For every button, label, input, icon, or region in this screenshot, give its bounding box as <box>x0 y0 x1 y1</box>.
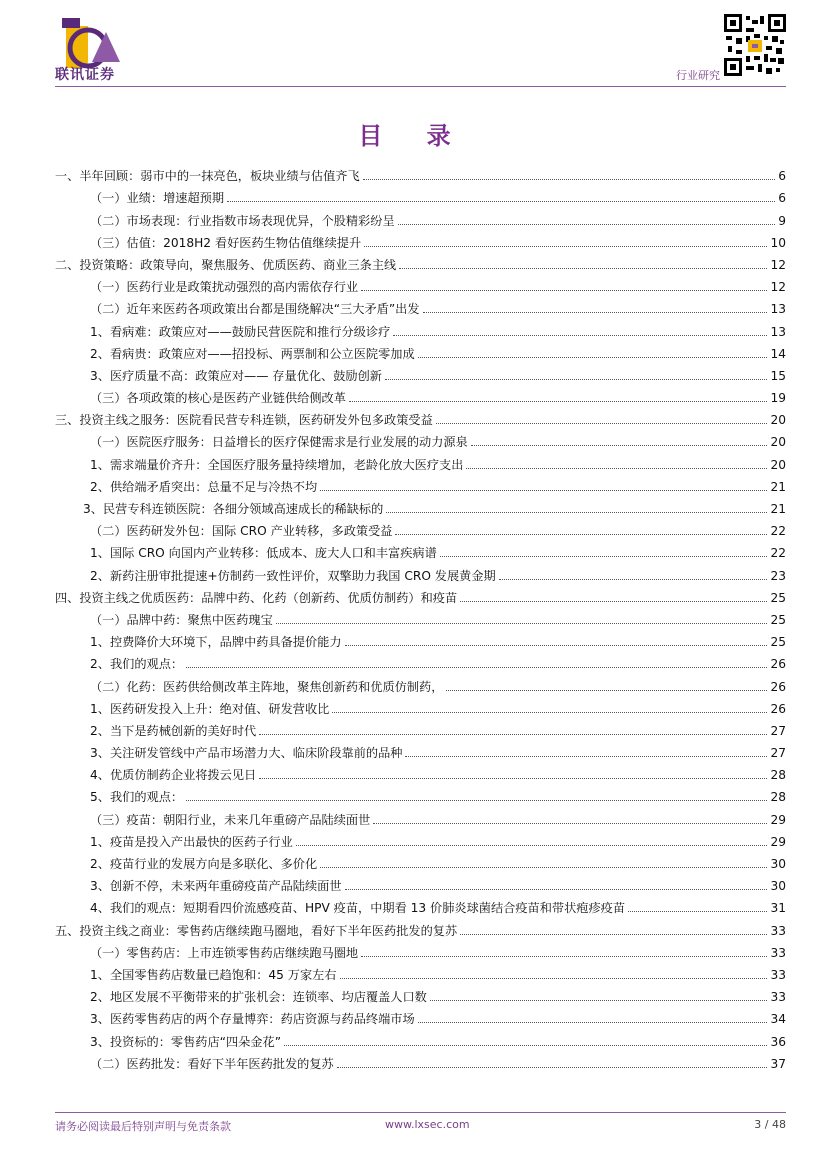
toc-entry-title: （二）医药研发外包：国际 CRO 产业转移，多政策受益 <box>90 524 393 539</box>
toc-dot-leader <box>418 357 768 358</box>
toc-entry-title: 3、民营专科连锁医院：各细分领域高速成长的稀缺标的 <box>83 502 384 516</box>
toc-entry-title: 2、疫苗行业的发展方向是多联化、多价化 <box>90 857 318 871</box>
toc-entry-page: 6 <box>778 169 786 184</box>
toc-entry-page: 33 <box>770 967 786 982</box>
toc-entry-page: 13 <box>770 324 786 339</box>
toc-entry-title: （三）各项政策的核心是医药产业链供给侧改革 <box>90 391 346 406</box>
toc-dot-leader <box>320 490 767 491</box>
toc-entry[interactable] <box>55 672 786 694</box>
toc-dot-leader <box>446 690 767 691</box>
toc-dot-leader <box>349 401 768 402</box>
toc-entry-page: 25 <box>770 612 786 627</box>
toc-dot-leader <box>436 423 768 424</box>
toc-entry-page: 37 <box>770 1056 786 1071</box>
toc-dot-leader <box>361 956 767 957</box>
toc-dot-leader <box>227 201 775 202</box>
toc-dot-leader <box>399 268 767 269</box>
toc-entry[interactable] <box>55 783 786 805</box>
toc-entry-page: 33 <box>770 990 786 1005</box>
qr-code-icon <box>724 14 786 76</box>
toc-dot-leader <box>386 512 767 513</box>
toc-entry[interactable] <box>55 473 786 495</box>
toc-dot-leader <box>499 579 768 580</box>
toc-entry[interactable] <box>55 584 786 606</box>
toc-entry[interactable] <box>55 894 786 916</box>
toc-dot-leader <box>398 224 776 225</box>
toc-entry-title: （一）医药行业是政策扰动强烈的高内需依存行业 <box>90 280 359 295</box>
toc-entry-title: 3、投资标的：零售药店“四朵金花” <box>90 1034 282 1049</box>
toc-dot-leader <box>460 601 767 602</box>
toc-entry[interactable] <box>55 184 786 206</box>
toc-dot-leader <box>361 290 767 291</box>
toc-entry[interactable] <box>55 1005 786 1027</box>
toc-dot-leader <box>337 1067 768 1068</box>
toc-entry[interactable] <box>55 406 786 428</box>
toc-entry-title: （二）市场表现：行业指数市场表现优异，个股精彩纷呈 <box>90 213 395 228</box>
toc-entry-page: 12 <box>770 257 786 272</box>
toc-dot-leader <box>430 1000 768 1001</box>
toc-entry-page: 14 <box>770 346 786 361</box>
toc-entry-page: 9 <box>778 213 786 228</box>
toc-dot-leader <box>259 734 767 735</box>
toc-dot-leader <box>395 534 767 535</box>
toc-entry-page: 36 <box>770 1034 786 1049</box>
toc-entry-title: 3、关注研发管线中产品市场潜力大、临床阶段靠前的品种 <box>90 746 403 761</box>
toc-entry-page: 33 <box>770 945 786 960</box>
toc-entry-page: 30 <box>770 857 786 871</box>
footer-page-number: 3 / 48 <box>754 1118 786 1131</box>
toc-entry-title: （二）化药：医药供给侧改革主阵地，聚焦创新药和优质仿制药， <box>90 679 444 694</box>
toc-entry-page: 26 <box>770 679 786 694</box>
toc-entry-page: 31 <box>770 901 786 916</box>
toc-entry[interactable] <box>55 495 786 517</box>
toc-entry[interactable] <box>55 295 786 317</box>
toc-dot-leader <box>385 379 768 380</box>
footer-website[interactable]: www.lxsec.com <box>385 1118 470 1131</box>
toc-entry[interactable] <box>55 162 786 184</box>
toc-entry-title: 2、供给端矛盾突出：总量不足与冷热不均 <box>90 479 318 494</box>
toc-entry-title: 5、我们的观点： <box>90 790 184 805</box>
page-header <box>0 0 827 92</box>
toc-entry-title: （二）近年来医药各项政策出台都是围绕解决“三大矛盾”出发 <box>90 302 420 317</box>
toc-dot-leader <box>628 911 767 912</box>
toc-dot-leader <box>340 978 768 979</box>
footer-divider <box>55 1112 786 1113</box>
toc-entry-title: 1、看病难：政策应对——鼓励民营医院和推行分级诊疗 <box>90 324 391 339</box>
toc-entry[interactable] <box>55 206 786 228</box>
toc-entry[interactable] <box>55 850 786 872</box>
toc-entry-title: （二）医药批发：看好下半年医药批发的复苏 <box>90 1056 334 1071</box>
company-name: 联讯证券 <box>55 67 115 83</box>
toc-entry[interactable] <box>55 317 786 339</box>
toc-dot-leader <box>440 556 768 557</box>
toc-entry-title: （三）疫苗：朝阳行业，未来几年重磅产品陆续面世 <box>90 812 371 827</box>
toc-entry-page: 34 <box>770 1012 786 1027</box>
toc-entry-page: 27 <box>770 723 786 738</box>
toc-entry-title: 2、我们的观点： <box>90 657 184 672</box>
toc-dot-leader <box>345 645 768 646</box>
toc-entry-page: 27 <box>770 746 786 761</box>
toc-dot-leader <box>345 889 768 890</box>
toc-entry[interactable] <box>55 739 786 761</box>
toc-entry-page: 20 <box>770 413 786 428</box>
toc-entry-title: 3、创新不停，未来两年重磅疫苗产品陆续面世 <box>90 879 342 894</box>
toc-entry[interactable] <box>55 1027 786 1049</box>
toc-entry[interactable] <box>55 606 786 628</box>
toc-entry-title: 2、地区发展不平衡带来的扩张机会：连锁率、均店覆盖人口数 <box>90 990 427 1005</box>
toc-entry[interactable] <box>55 517 786 539</box>
toc-entry-title: （三）估值：2018H2 看好医药生物估值继续提升 <box>90 235 362 250</box>
toc-entry-title: （一）业绩：增速超预期 <box>90 191 225 206</box>
toc-dot-leader <box>405 756 767 757</box>
toc-entry-page: 12 <box>770 280 786 295</box>
toc-dot-leader <box>466 468 767 469</box>
toc-title: 目 录 <box>358 122 469 150</box>
toc-entry[interactable] <box>55 384 786 406</box>
toc-entry-title: 1、国际 CRO 向国内产业转移：低成本、庞大人口和丰富疾病谱 <box>90 546 437 561</box>
toc-entry[interactable] <box>55 983 786 1005</box>
toc-dot-leader <box>284 1045 767 1046</box>
toc-dot-leader <box>460 934 767 935</box>
toc-entry-page: 26 <box>770 657 786 672</box>
toc-dot-leader <box>471 445 768 446</box>
toc-dot-leader <box>332 712 767 713</box>
toc-entry[interactable] <box>55 695 786 717</box>
header-divider <box>55 86 786 87</box>
toc-entry[interactable] <box>55 362 786 384</box>
toc-entry-page: 22 <box>770 524 786 539</box>
toc-entry-title: （一）零售药店：上市连锁零售药店继续跑马圈地 <box>90 945 359 960</box>
toc-entry[interactable] <box>55 340 786 362</box>
toc-entry-page: 29 <box>770 834 786 849</box>
toc-entry-page: 21 <box>770 502 786 516</box>
toc-entry-title: 2、看病贵：政策应对——招投标、两票制和公立医院零加成 <box>90 346 415 361</box>
toc-entry[interactable] <box>55 828 786 850</box>
toc-entry[interactable] <box>55 1050 786 1072</box>
toc-entry[interactable] <box>55 229 786 251</box>
toc-dot-leader <box>418 1022 768 1023</box>
toc-entry[interactable] <box>55 717 786 739</box>
toc-entry-page: 28 <box>770 768 786 783</box>
toc-dot-leader <box>259 778 767 779</box>
toc-dot-leader <box>320 867 767 868</box>
toc-dot-leader <box>393 335 767 336</box>
toc-entry-title: 3、医药零售药店的两个存量博弈：药店资源与药品终端市场 <box>90 1012 415 1027</box>
toc-entry-title: 2、当下是药械创新的美好时代 <box>90 723 257 738</box>
toc-entry-title: 4、优质仿制药企业将拨云见日 <box>90 768 257 783</box>
toc-entry[interactable] <box>55 428 786 450</box>
toc-entry-page: 19 <box>770 391 786 406</box>
toc-entry-page: 10 <box>770 235 786 250</box>
toc-entry[interactable] <box>55 628 786 650</box>
toc-entry[interactable] <box>55 761 786 783</box>
toc-entry-page: 29 <box>770 812 786 827</box>
toc-entry-title: 3、医疗质量不高：政策应对—— 存量优化、鼓励创新 <box>90 368 382 383</box>
toc-entry-title: 1、医药研发投入上升：绝对值、研发营收比 <box>90 701 330 716</box>
toc-entry[interactable] <box>55 273 786 295</box>
toc-dot-leader <box>186 800 767 801</box>
toc-entry[interactable] <box>55 872 786 894</box>
toc-entry[interactable] <box>55 561 786 583</box>
toc-entry-title: 五、投资主线之商业：零售药店继续跑马圈地，看好下半年医药批发的复苏 <box>55 923 458 938</box>
toc-entry-title: （一）品牌中药：聚焦中医药瑰宝 <box>90 612 273 627</box>
toc-entry-page: 33 <box>770 923 786 938</box>
toc-entry-title: 二、投资策略：政策导向，聚焦服务、优质医药、商业三条主线 <box>55 257 397 272</box>
toc-entry-page: 25 <box>770 635 786 650</box>
toc-entry-title: （一）医院医疗服务：日益增长的医疗保健需求是行业发展的动力源泉 <box>90 435 468 450</box>
toc-entry[interactable] <box>55 650 786 672</box>
toc-entry-page: 20 <box>770 457 786 472</box>
toc-entry-title: 1、需求端量价齐升：全国医疗服务量持续增加，老龄化放大医疗支出 <box>90 457 464 472</box>
toc-entry[interactable] <box>55 539 786 561</box>
toc-entry-page: 6 <box>778 191 786 206</box>
toc-entry[interactable] <box>55 961 786 983</box>
toc-entry[interactable] <box>55 805 786 827</box>
toc-dot-leader <box>423 312 768 313</box>
toc-entry-title: 一、半年回顾：弱市中的一抹亮色，板块业绩与估值齐飞 <box>55 169 360 184</box>
toc-entry-title: 1、控费降价大环境下，品牌中药具备提价能力 <box>90 635 342 650</box>
toc-entry-page: 23 <box>770 568 786 583</box>
toc-entry-page: 21 <box>770 479 786 494</box>
toc-entry-title: 1、疫苗是投入产出最快的医药子行业 <box>90 834 293 849</box>
toc-entry-title: 2、新药注册审批提速+仿制药一致性评价，双擎助力我国 CRO 发展黄金期 <box>90 568 496 583</box>
toc-entry[interactable] <box>55 251 786 273</box>
footer-disclaimer[interactable]: 请务必阅读最后特别声明与免责条款 <box>55 1120 231 1133</box>
toc-entry-page: 26 <box>770 701 786 716</box>
toc-dot-leader <box>276 623 768 624</box>
toc-dot-leader <box>364 246 767 247</box>
toc-dot-leader <box>296 845 768 846</box>
toc-entry-page: 13 <box>770 302 786 317</box>
toc-entry-page: 20 <box>770 435 786 450</box>
toc-entry-title: 1、全国零售药店数量已趋饱和：45 万家左右 <box>90 967 337 982</box>
toc-entry-title: 4、我们的观点：短期看四价流感疫苗、HPV 疫苗，中期看 13 价肺炎球菌结合疫苗和带状疱疹疫苗 <box>90 901 626 916</box>
toc-entry-title: 四、投资主线之优质医药：品牌中药、化药（创新药、优质仿制药）和疫苗 <box>55 590 458 605</box>
toc-entry[interactable] <box>55 916 786 938</box>
toc-entry-page: 25 <box>770 590 786 605</box>
toc-dot-leader <box>373 823 767 824</box>
toc-entry-title: 三、投资主线之服务：医院看民营专科连锁，医药研发外包多政策受益 <box>55 413 433 428</box>
report-type-label: 行业研究 <box>676 69 720 82</box>
toc-entry-page: 15 <box>770 368 786 383</box>
toc-dot-leader <box>363 179 776 180</box>
toc-entry-page: 22 <box>770 546 786 561</box>
toc-entry[interactable] <box>55 939 786 961</box>
table-of-contents <box>55 162 786 1072</box>
toc-entry[interactable] <box>55 450 786 472</box>
toc-entry-page: 28 <box>770 790 786 805</box>
toc-dot-leader <box>186 667 767 668</box>
toc-entry-page: 30 <box>770 879 786 894</box>
